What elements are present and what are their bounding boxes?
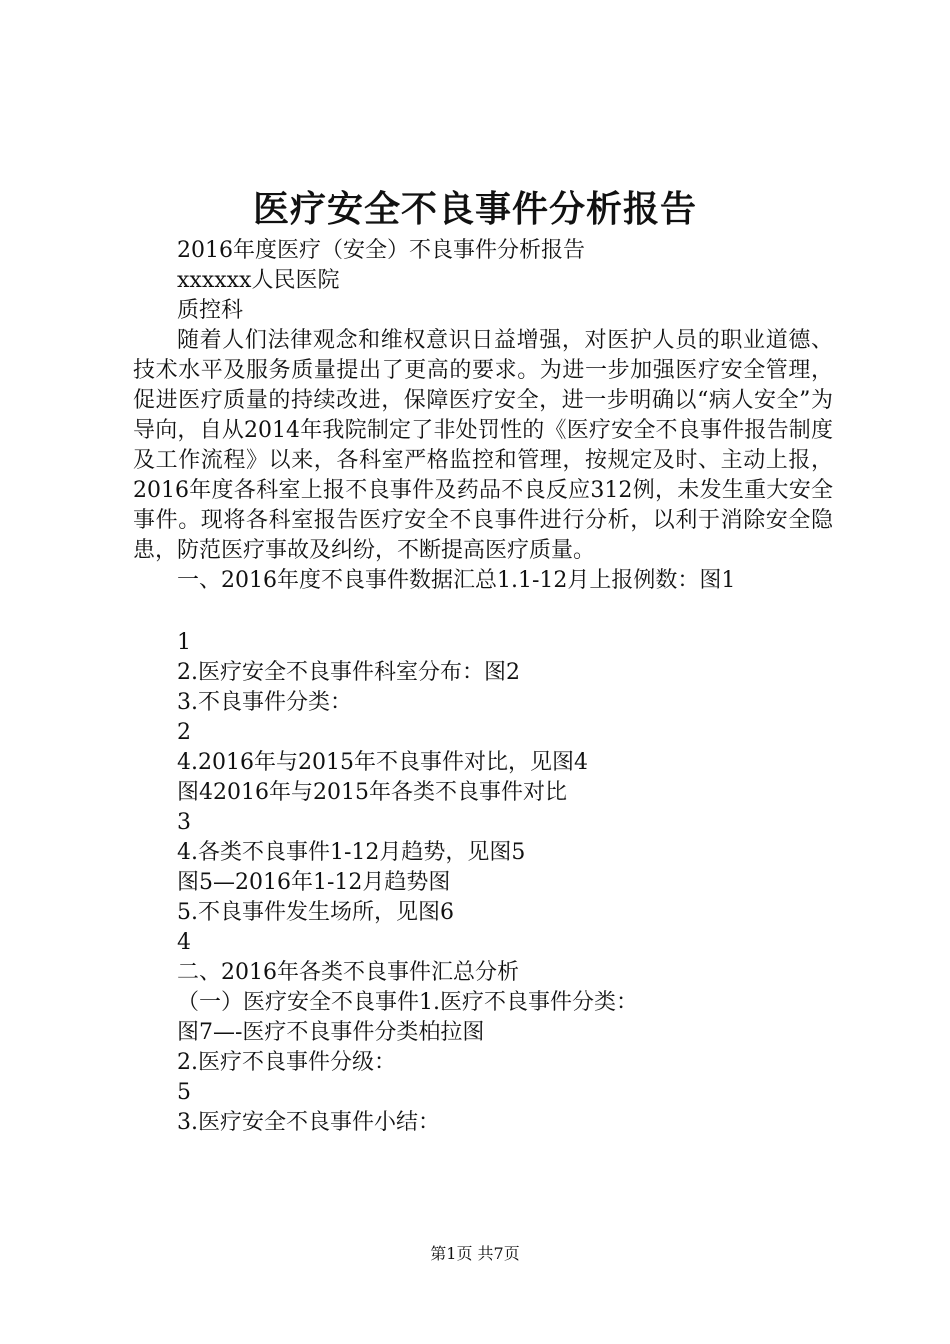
- body-line: 3.医疗安全不良事件小结：: [177, 1110, 440, 1135]
- section-1-heading: 一、2016年度不良事件数据汇总1.1-12月上报例数：图1: [177, 568, 736, 593]
- report-subtitle: 2016年度医疗（安全）不良事件分析报告: [177, 238, 585, 263]
- body-line: 图42016年与2015年各类不良事件对比: [177, 780, 567, 805]
- body-line: 4.各类不良事件1-12月趋势，见图5: [177, 840, 526, 865]
- body-line: 3: [177, 810, 191, 835]
- intro-paragraph: 随着人们法律观念和维权意识日益增强，对医护人员的职业道德、技术水平及服务质量提出了更高的要求。为进一步加强医疗安全管理，促进医疗质量的持续改进，保障医疗安全，进一步明确以“病人安全”为导向，自从2014年我院制定了非处罚性的《医疗安全不良事件报告制度及工作流程》以来，各科室严格监控和管理，按规定及时、主动上报，2016年度各科室上报不良事件及药品不良反应312例，未发生重大安全事件。现将各科室报告医疗安全不良事件进行分析，以利于消除安全隐患，防范医疗事故及纠纷，不断提高医疗质量。: [133, 328, 833, 563]
- document-body: [133, 236, 833, 1138]
- body-line: 图5—2016年1-12月趋势图: [177, 870, 451, 895]
- body-line: 1: [177, 630, 191, 655]
- section-2-heading: 二、2016年各类不良事件汇总分析: [177, 960, 519, 985]
- body-line: （一）医疗安全不良事件1.医疗不良事件分类：: [177, 990, 638, 1015]
- body-line: 2.医疗安全不良事件科室分布：图2: [177, 660, 520, 685]
- hospital-name: xxxxxx人民医院: [177, 268, 340, 293]
- body-line: 5: [177, 1080, 191, 1105]
- body-line: 4: [177, 930, 191, 955]
- department-name: 质控科: [177, 298, 244, 323]
- figure-placeholder-gap: [133, 596, 833, 628]
- body-line: 2.医疗不良事件分级：: [177, 1050, 396, 1075]
- page-title: 医疗安全不良事件分析报告: [252, 188, 697, 230]
- body-line: 3.不良事件分类：: [177, 690, 352, 715]
- body-line: 5.不良事件发生场所，见图6: [177, 900, 454, 925]
- body-line: 4.2016年与2015年不良事件对比，见图4: [177, 750, 588, 775]
- body-line: 2: [177, 720, 191, 745]
- body-line: 图7—-医疗不良事件分类柏拉图: [177, 1020, 485, 1045]
- page-footer: 第1页 共7页: [430, 1244, 520, 1263]
